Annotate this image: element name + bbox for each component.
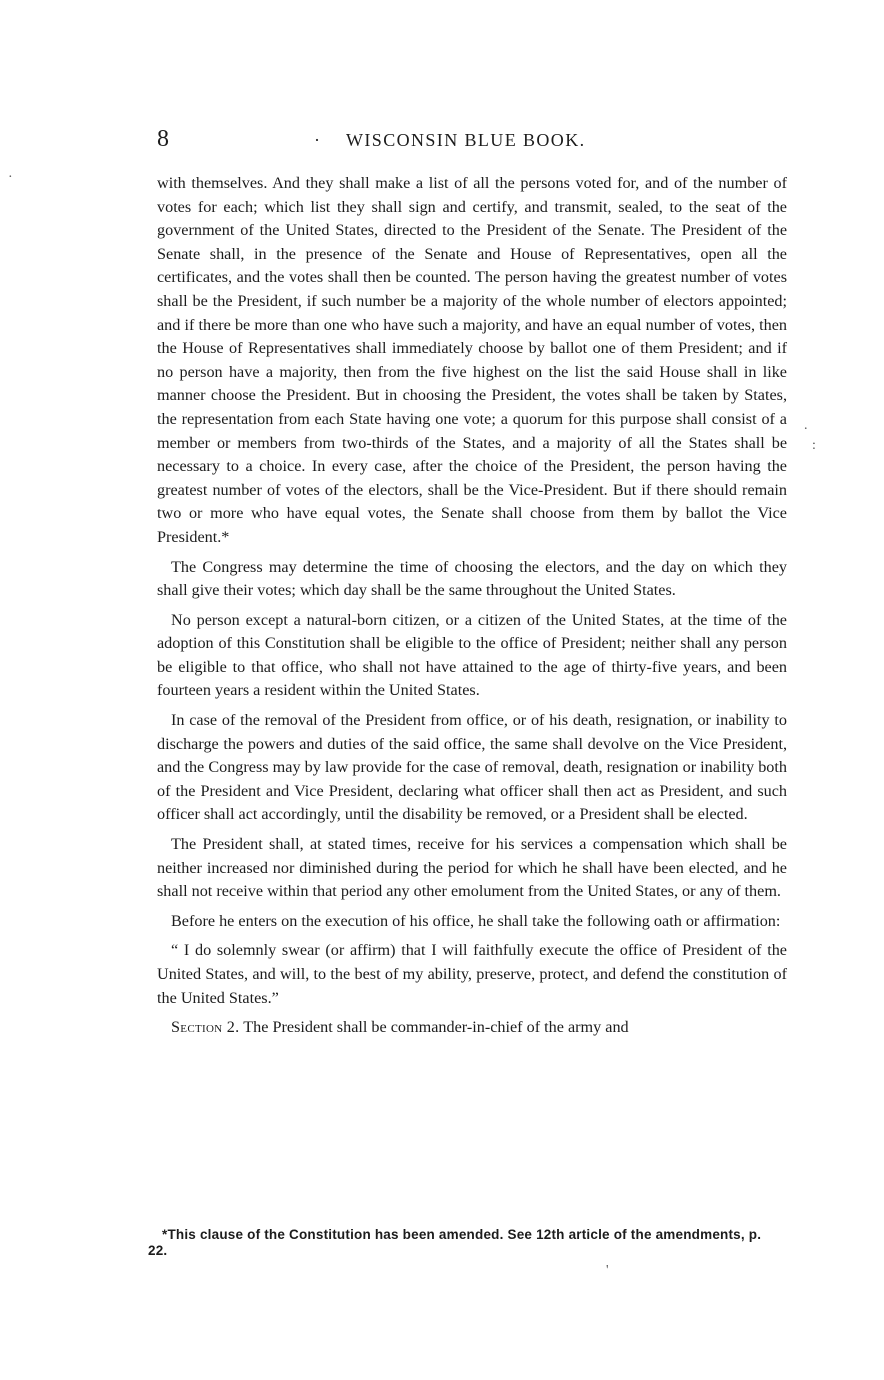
margin-speck: ' — [606, 1263, 609, 1278]
paragraph-oath-intro: Before he enters on the execution of his office, he shall take the following oath or affirmation: — [171, 911, 781, 930]
paragraph-compensation: The President shall, at stated times, receive for his services a compensation which shall be neither increased nor diminished during the period for which he shall have been elected, and he shall not receive within that period any other emolument from the United States, or any of them. — [157, 835, 787, 901]
paragraph-section-2 — [157, 1016, 787, 1040]
paragraph-eligibility: No person except a natural-born citizen, or a citizen of the United States, at the time of the adoption of this Constitution shall be eligible to the office of President; neither shall any person be eligible to that office, who shall not have attained to the age of thirty-five years, and been fourteen years a resident within the United States. — [157, 610, 787, 700]
margin-speck: . — [804, 418, 808, 433]
section-2-label: Section 2. — [171, 1018, 240, 1037]
paragraph-choosing-electors: The Congress may determine the time of choosing the electors, and the day on which they shall give their votes; which day shall be the same throughout the United States. — [157, 557, 787, 600]
paragraph-oath-text: “ I do solemnly swear (or affirm) that I will faithfully execute the office of President of the United States, and will, to the best of my ability, preserve, protect, and defend the constitution of the United States.” — [157, 941, 787, 1007]
footnote: *This clause of the Constitution has been amended. See 12th article of the amendments, p. 22. — [148, 1227, 762, 1258]
running-title: WISCONSIN BLUE BOOK. — [346, 130, 586, 150]
header-separator: · — [314, 130, 320, 150]
paragraph-electors-list: with themselves. And they shall make a list of all the persons voted for, and of the number of votes for each; which list they shall sign and certify, and transmit, sealed, to the seat of the government of the United States, directed to the President of the Senate. The President of the Senate shall, in the presence of the Senate and House of Representatives, open all the certificates, and the votes shall then be counted. The person having the greatest number of votes shall be the President, if such number be a majority of the whole number of electors appointed; and if there be more than one who have such a majority, and have an equal number of votes, then the House of Representatives shall immediately choose by ballot one of them President; and if no person have a majority, then from the five highest on the list the said House shall in like manner choose the President. But in choosing the President, the votes shall be taken by States, the representation from each State having one vote; a quorum for this purpose shall consist of a member or members from two-thirds of the States, and a majority of all the States shall be necessary to a choice. In every case, after the choice of the President, the person having the greatest number of votes of the electors, shall be the Vice-President. But if there should remain two or more who have equal votes, the Senate shall choose from them by ballot the Vice President.* — [157, 174, 787, 546]
body-text — [157, 172, 787, 1046]
page-number: 8 — [157, 126, 169, 152]
section-2-text: The President shall be commander-in-chief of the army and — [243, 1018, 629, 1037]
page-header — [157, 126, 787, 156]
margin-speck: : — [812, 438, 816, 453]
paragraph-succession: In case of the removal of the President from office, or of his death, resignation, or inability to discharge the powers and duties of the said office, the same shall devolve on the Vice President, and the Congress may by law provide for the case of removal, death, resignation or inability both of the President and Vice President, declaring what officer shall then act as President, and such officer shall act accordingly, until the disability be removed, or a President shall be elected. — [157, 711, 787, 824]
margin-speck: · — [8, 170, 13, 185]
